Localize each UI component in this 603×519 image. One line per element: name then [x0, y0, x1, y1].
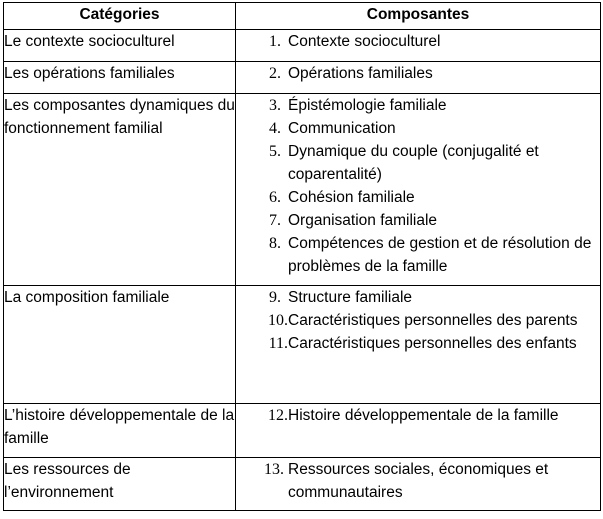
item-number: 3. [269, 97, 281, 114]
item-text: Communication [288, 120, 396, 137]
item-text: Cohésion familiale [288, 189, 415, 206]
list-item [236, 62, 600, 85]
table-row [4, 30, 601, 62]
components-cell [236, 62, 601, 94]
table-row [4, 404, 601, 458]
item-number: 1. [269, 33, 281, 50]
item-number: 5. [269, 143, 281, 160]
item-text: Caractéristiques personnelles des enfants [288, 335, 577, 352]
item-text: Organisation familiale [288, 212, 438, 229]
list-item [236, 30, 600, 53]
list-item [236, 209, 600, 232]
table-header-row [4, 3, 601, 30]
item-text: Caractéristiques personnelles des parents [288, 312, 578, 329]
list-item [236, 309, 600, 332]
item-number: 10. [268, 312, 288, 329]
list-item [236, 117, 600, 140]
components-list [236, 458, 600, 504]
table-row [4, 286, 601, 404]
item-number: 4. [269, 120, 281, 137]
item-text: Contexte socioculturel [288, 33, 441, 50]
table-row [4, 62, 601, 94]
header-categories: Catégories [4, 3, 236, 30]
category-cell: Les opérations familiales [4, 62, 236, 94]
category-cell: L’histoire développementale de la famille [4, 404, 236, 458]
item-number: 7. [269, 212, 281, 229]
category-cell: La composition familiale [4, 286, 236, 404]
list-item [236, 286, 600, 309]
components-list [236, 30, 600, 53]
list-item [236, 94, 600, 117]
item-text: Opérations familiales [288, 65, 433, 82]
table-row [4, 458, 601, 511]
list-item [236, 458, 600, 504]
categories-components-table [3, 2, 601, 511]
components-cell [236, 404, 601, 458]
item-text: Structure familiale [288, 289, 413, 306]
item-number: 11. [268, 335, 288, 352]
category-cell: Les composantes dynamiques du fonctionnement familial [4, 94, 236, 286]
components-list [236, 62, 600, 85]
components-cell [236, 286, 601, 404]
item-number: 13. [264, 461, 284, 478]
item-number: 12. [268, 407, 288, 424]
components-cell [236, 458, 601, 511]
list-item [236, 186, 600, 209]
list-item [236, 140, 600, 186]
components-list [236, 94, 600, 278]
components-list [236, 404, 600, 427]
category-cell: Les ressources de l’environnement [4, 458, 236, 511]
list-item [236, 332, 600, 355]
list-item [236, 404, 600, 427]
list-item [236, 232, 600, 278]
item-text: Histoire développementale de la famille [288, 407, 559, 424]
item-text: Épistémologie familiale [288, 97, 447, 114]
item-number: 8. [269, 235, 281, 252]
header-components: Composantes [236, 3, 601, 30]
item-text: Compétences de gestion et de résolution de problèmes de la famille [288, 235, 592, 275]
item-number: 9. [269, 289, 281, 306]
item-number: 2. [269, 65, 281, 82]
components-list [236, 286, 600, 355]
item-number: 6. [269, 189, 281, 206]
components-cell [236, 94, 601, 286]
table-row [4, 94, 601, 286]
item-text: Ressources sociales, économiques et communautaires [288, 461, 549, 501]
components-cell [236, 30, 601, 62]
category-cell: Le contexte socioculturel [4, 30, 236, 62]
item-text: Dynamique du couple (conjugalité et coparentalité) [288, 143, 539, 183]
